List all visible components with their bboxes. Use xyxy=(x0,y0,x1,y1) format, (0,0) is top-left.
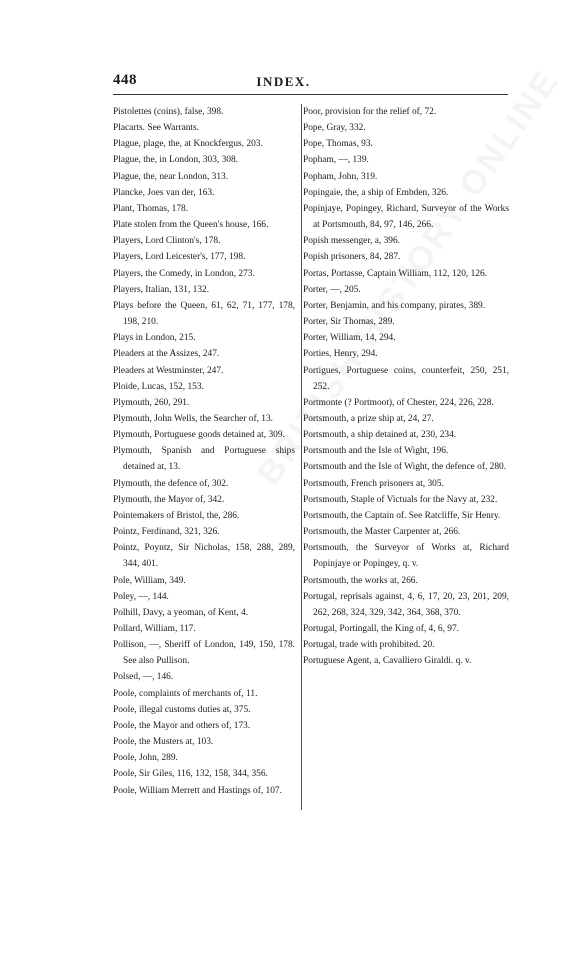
index-entry: Portsmouth and the Isle of Wight, 196. xyxy=(303,446,449,457)
index-entry: Pollison, —, Sheriff of London, 149, 150, 178. See also Pullison. xyxy=(113,640,295,667)
index-entry: Portsmouth, a prize ship at, 24, 27. xyxy=(303,413,434,424)
index-entry: Plymouth, John Wells, the Searcher of, 13. xyxy=(113,413,273,424)
index-entry: Poley, —, 144. xyxy=(113,591,169,602)
index-entry: Plymouth, 260, 291. xyxy=(113,397,190,408)
index-entry: Portsmouth, the works at, 266. xyxy=(303,575,418,586)
index-entry: Plays before the Queen, 61, 62, 71, 177, 178, 198, 210. xyxy=(113,300,295,328)
index-entry: Plays in London, 215. xyxy=(113,333,196,344)
index-entry: Players, Lord Leicester's, 177, 198. xyxy=(113,252,246,263)
index-entry: Portmonte (? Portmoot), of Chester, 224, 226, 228. xyxy=(303,397,494,408)
index-entry: Polhill, Davy, a yeoman, of Kent, 4. xyxy=(113,607,249,618)
index-entry: Portsmouth and the Isle of Wight, the defence of, 280. xyxy=(303,462,507,473)
index-entry: Plague, the, in London, 303, 308. xyxy=(113,155,238,166)
index-entry: Poole, the Musters at, 103. xyxy=(113,737,214,748)
index-entry: Pope, Gray, 332. xyxy=(303,123,366,134)
index-entry: Poole, the Mayor and others of, 173. xyxy=(113,720,251,731)
index-entry: Popham, John, 319. xyxy=(303,171,378,182)
index-entry: Pleaders at the Assizes, 247. xyxy=(113,349,220,360)
index-entry: Poole, John, 289. xyxy=(113,753,178,764)
index-entry: Pleaders at Westminster, 247. xyxy=(113,365,224,376)
header-rule xyxy=(113,94,508,95)
index-entry: Popham, —, 139. xyxy=(303,155,369,166)
index-entry: Portigues, Portuguese coins, counterfeit, 250, 251, 252. xyxy=(303,365,509,392)
index-entry: Plymouth, the Mayor of, 342. xyxy=(113,494,225,505)
index-entry: Plymouth, Portuguese goods detained at, 309. xyxy=(113,430,285,441)
index-entry: Placarts. See Warrants. xyxy=(113,123,200,134)
index-entry: Portugal, Portingall, the King of, 4, 6, 97. xyxy=(303,624,459,634)
index-entry: Plymouth, the defence of, 302. xyxy=(113,478,229,489)
index-entry: Polsed, —, 146. xyxy=(113,672,174,683)
index-entry: Pole, William, 349. xyxy=(113,575,186,586)
index-entry: Plant, Thomas, 178. xyxy=(113,203,189,214)
page-title: INDEX. xyxy=(256,74,311,89)
index-entry: Pollard, William, 117. xyxy=(113,624,196,634)
index-entry: Popish messenger, a, 396. xyxy=(303,236,401,247)
index-column-right xyxy=(301,104,509,810)
index-entry: Pistolettes (coins), false, 398. xyxy=(113,107,224,117)
index-entry: Poole, Sir Giles, 116, 132, 158, 344, 356. xyxy=(113,769,268,780)
index-entry: Plague, the, near London, 313. xyxy=(113,171,229,182)
index-entry: Poole, complaints of merchants of, 11. xyxy=(113,688,258,699)
index-entry: Pointemakers of Bristol, the, 286. xyxy=(113,510,240,521)
index-entry: Porter, Sir Thomas, 289. xyxy=(303,317,395,328)
index-entry: Pope, Thomas, 93. xyxy=(303,139,373,150)
index-entry: Porties, Henry, 294. xyxy=(303,349,378,360)
index-entry: Portuguese Agent, a, Cavalliero Giraldi. q. v. xyxy=(303,656,472,667)
index-entry: Popingaie, the, a ship of Embden, 326. xyxy=(303,187,449,198)
index-entry: Portsmouth, Staple of Victuals for the Navy at, 232. xyxy=(303,494,498,505)
index-entry: Players, the Comedy, in London, 273. xyxy=(113,268,255,279)
index-entry: Popish prisoners, 84, 287. xyxy=(303,252,401,263)
index-entry: Poole, William Merrett and Hastings of, 107. xyxy=(113,785,282,796)
index-entry: Portas, Portasse, Captain William, 112, 120, 126. xyxy=(303,268,487,279)
index-entry: Players, Italian, 131, 132. xyxy=(113,284,210,295)
index-entry: Plague, plage, the, at Knockfergus, 203. xyxy=(113,139,263,150)
index-entry: Portugal, trade with prohibited. 20. xyxy=(303,640,435,651)
index-column-left xyxy=(113,104,295,799)
index-entry: Pointz, Ferdinand, 321, 326. xyxy=(113,527,220,538)
index-entry: Portsmouth, a ship detained at, 230, 234. xyxy=(303,430,457,441)
index-entry: Pointz, Poyntz, Sir Nicholas, 158, 288, 289, 344, 401. xyxy=(113,543,295,570)
index-entry: Poole, illegal customs duties at, 375. xyxy=(113,704,251,715)
index-entry: Plymouth, Spanish and Portuguese ships detained at, 13. xyxy=(113,446,295,473)
index-entry: Porter, —, 205. xyxy=(303,284,361,295)
index-entry: Popinjaye, Popingey, Richard, Surveyor of the Works at Portsmouth, 84, 97, 146, 266. xyxy=(303,203,509,231)
index-entry: Portugal, reprisals against, 4, 6, 17, 20, 23, 201, 209, 262, 268, 324, 329, 342, 364, 368, 370. xyxy=(303,591,509,618)
index-entry: Plate stolen from the Queen's house, 166. xyxy=(113,220,269,231)
index-entry: Portsmouth, the Surveyor of Works at, Richard Popinjaye or Popingey, q. v. xyxy=(303,543,509,570)
index-entry: Portsmouth, the Master Carpenter at, 266. xyxy=(303,527,461,538)
index-entry: Porter, William, 14, 294. xyxy=(303,333,396,344)
index-entry: Portsmouth, the Captain of. See Ratcliffe, Sir Henry. xyxy=(303,510,501,521)
index-entry: Poor, provision for the relief of, 72. xyxy=(303,107,437,117)
index-entry: Ploide, Lucas, 152, 153. xyxy=(113,381,204,392)
index-entry: Portsmouth, French prisoners at, 305. xyxy=(303,478,444,489)
page-number: 448 xyxy=(113,72,137,88)
index-entry: Players, Lord Clinton's, 178. xyxy=(113,236,221,247)
index-entry: Plancke, Joes van der, 163. xyxy=(113,187,215,198)
index-entry: Porter, Benjamin, and his company, pirates, 389. xyxy=(303,300,486,311)
